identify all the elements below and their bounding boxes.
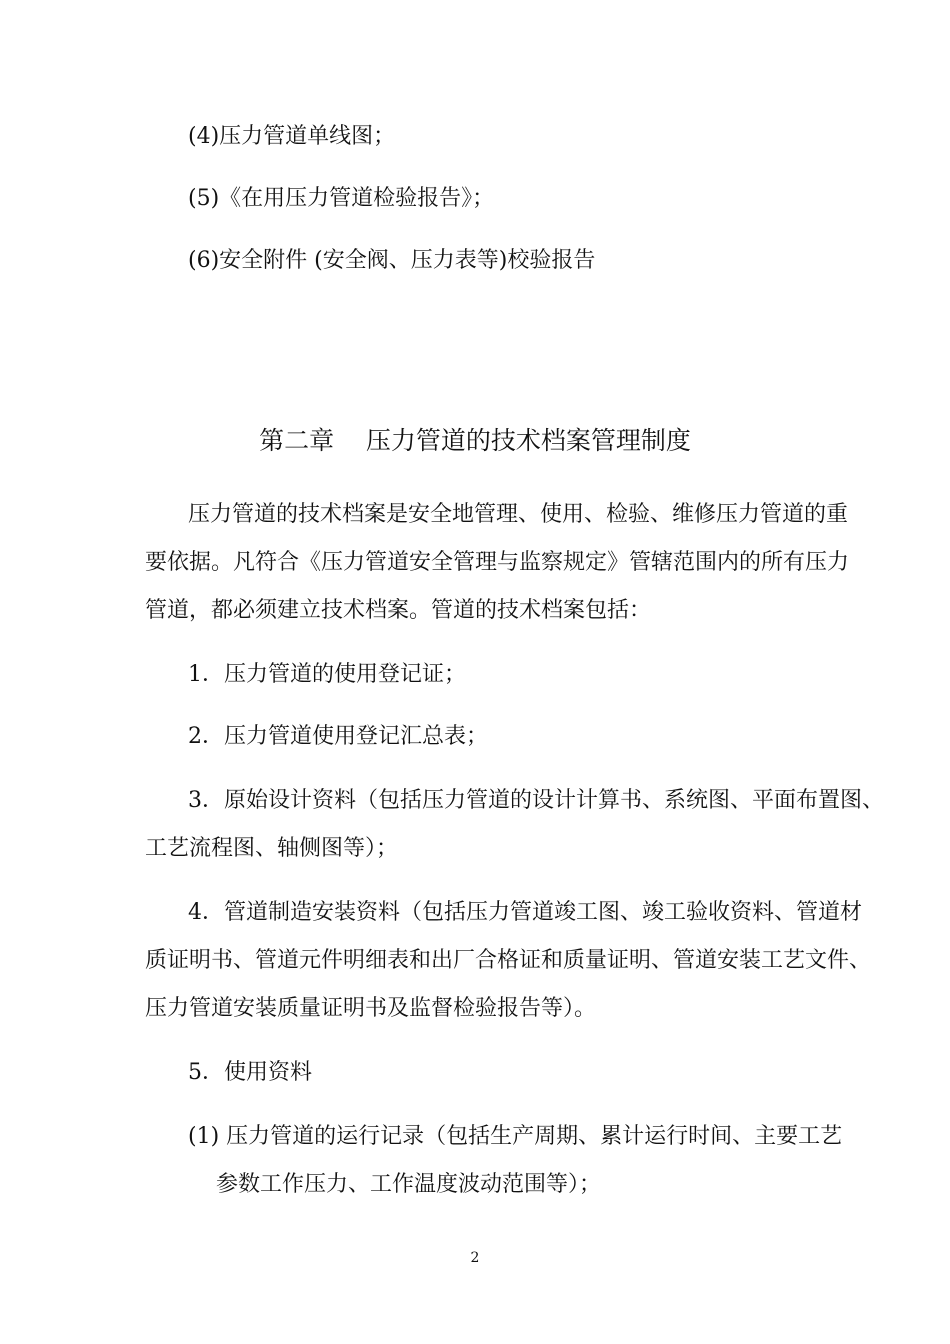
archive-item-3-line-1: 3．原始设计资料（包括压力管道的设计计算书、系统图、平面布置图、 (188, 788, 884, 813)
page-number: 2 (470, 1250, 480, 1266)
archive-item-5: 5．使用资料 (188, 1060, 312, 1085)
archive-item-3-line-2: 工艺流程图、轴侧图等）； (145, 836, 399, 861)
archive-item-2: 2．压力管道使用登记汇总表； (188, 724, 488, 749)
list-item-6: (6)安全附件 (安全阀、压力表等)校验报告 (188, 248, 596, 273)
chapter-title: 第二章 压力管道的技术档案管理制度 (259, 426, 691, 455)
archive-item-4-line-3: 压力管道安装质量证明书及监督检验报告等）。 (145, 996, 597, 1021)
intro-paragraph-line-3: 管道，都必须建立技术档案。管道的技术档案包括： (145, 598, 652, 623)
list-item-4: (4)压力管道单线图； (188, 124, 396, 149)
archive-item-1: 1．压力管道的使用登记证； (188, 662, 466, 687)
list-item-5: (5)《在用压力管道检验报告》； (188, 186, 495, 211)
intro-paragraph-line-1: 压力管道的技术档案是安全地管理、使用、检验、维修压力管道的重 (188, 502, 849, 527)
archive-item-4-line-1: 4．管道制造安装资料（包括压力管道竣工图、竣工验收资料、管道材 (188, 900, 862, 925)
sub-item-1-line-2: 参数工作压力、工作温度波动范围等）； (216, 1172, 602, 1197)
sub-item-1-line-1: (1) 压力管道的运行记录（包括生产周期、累计运行时间、主要工艺 (188, 1124, 843, 1149)
archive-item-4-line-2: 质证明书、管道元件明细表和出厂合格证和质量证明、管道安装工艺文件、 (145, 948, 872, 973)
intro-paragraph-line-2: 要依据。凡符合《压力管道安全管理与监察规定》管辖范围内的所有压力 (145, 550, 850, 575)
